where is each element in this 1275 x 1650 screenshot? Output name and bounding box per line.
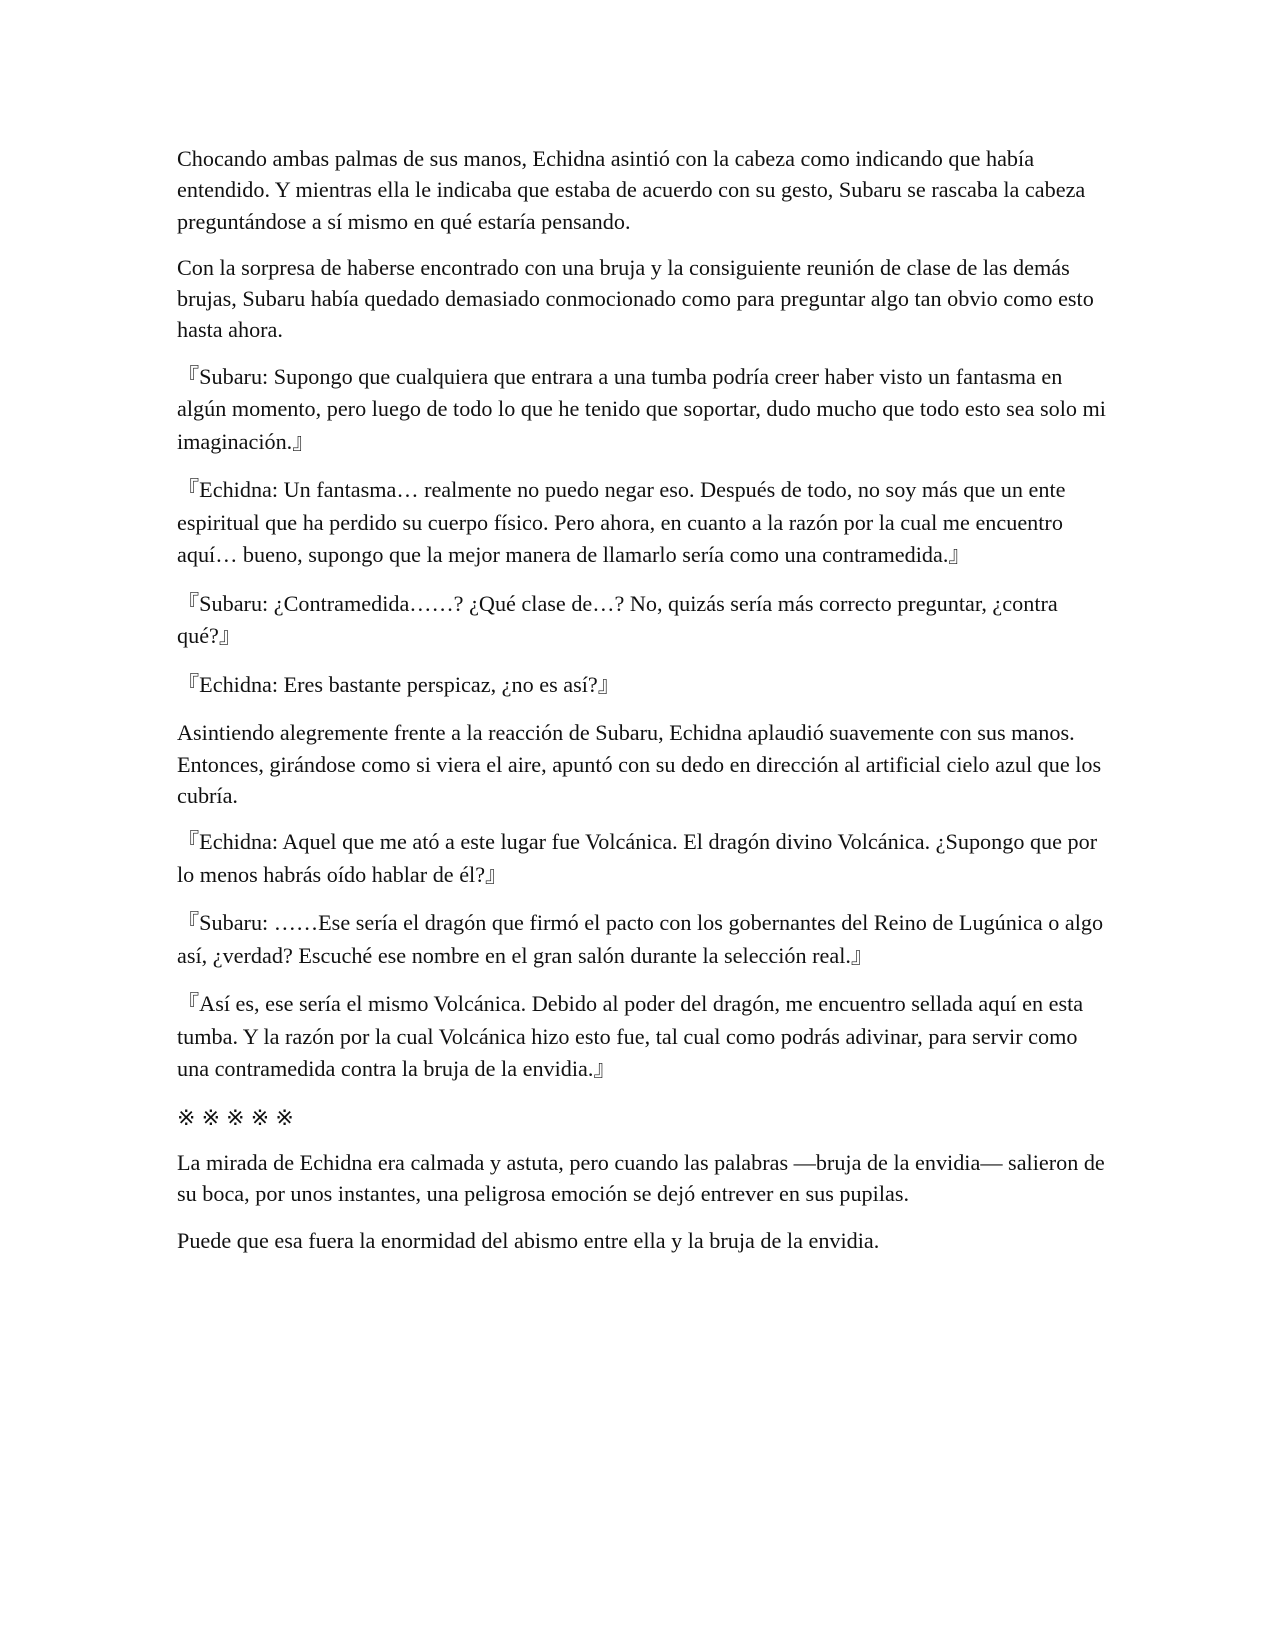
paragraph-1: Chocando ambas palmas de sus manos, Echidna asintió con la cabeza como indicando que había entendido. Y mientras ella le indicaba que estaba de acuerdo con su gesto, Subaru se rascaba la cabeza preguntándose a sí mismo en qué estaría pensando. [177,146,1086,234]
dialogue-echidna-4: 『Así es, ese sería el mismo Volcánica. Debido al poder del dragón, me encuentro sellada aquí en esta tumba. Y la razón por la cual Volcánica hizo esto fue, tal cual como podrás adivinar, para servir como una contramedida contra la bruja de la envidia.』 [177,991,1084,1082]
dialogue-echidna-3: 『Echidna: Aquel que me ató a este lugar fue Volcánica. El dragón divino Volcánica. ¿Supongo que por lo menos habrás oído hablar de él?』 [177,829,1098,887]
scene-separator: ※※※※※ [177,1104,300,1130]
dialogue-echidna-1: 『Echidna: Un fantasma… realmente no puedo negar eso. Después de todo, no soy más que un ente espiritual que ha perdido su cuerpo físico. Pero ahora, en cuanto a la razón por la cual me encuentro aquí… bueno, supongo que la mejor manera de llamarlo sería como una contramedida.』 [177,477,1066,568]
paragraph-narration-3: Puede que esa fuera la enormidad del abismo entre ella y la bruja de la envidia. [177,1227,880,1253]
paragraph-narration-2: La mirada de Echidna era calmada y astuta, pero cuando las palabras —bruja de la envidia— salieron de su boca, por unos instantes, una peligrosa emoción se dejó entrever en sus pupilas. [177,1149,1105,1207]
paragraph-2: Con la sorpresa de haberse encontrado con una bruja y la consiguiente reunión de clase de las demás brujas, Subaru había quedado demasiado conmocionado como para preguntar algo tan obvio como esto hasta ahora. [177,254,1094,343]
document-body [177,143,1107,1271]
dialogue-echidna-2: 『Echidna: Eres bastante perspicaz, ¿no es así?』 [177,671,620,697]
paragraph-narration-1: Asintiendo alegremente frente a la reacción de Subaru, Echidna aplaudió suavemente con sus manos. Entonces, girándose como si viera el aire, apuntó con su dedo en dirección al artificial cielo azul que los cubría. [177,720,1102,808]
dialogue-subaru-3: 『Subaru: ……Ese sería el dragón que firmó el pacto con los gobernantes del Reino de Lugúnica o algo así, ¿verdad? Escuché ese nombre en el gran salón durante la selección real.』 [177,910,1104,968]
dialogue-subaru-2: 『Subaru: ¿Contramedida……? ¿Qué clase de…? No, quizás sería más correcto preguntar, ¿contra qué?』 [177,590,1058,649]
dialogue-subaru-1: 『Subaru: Supongo que cualquiera que entrara a una tumba podría creer haber visto un fantasma en algún momento, pero luego de todo lo que he tenido que soportar, dudo mucho que todo esto sea solo mi imaginación.』 [177,363,1106,454]
